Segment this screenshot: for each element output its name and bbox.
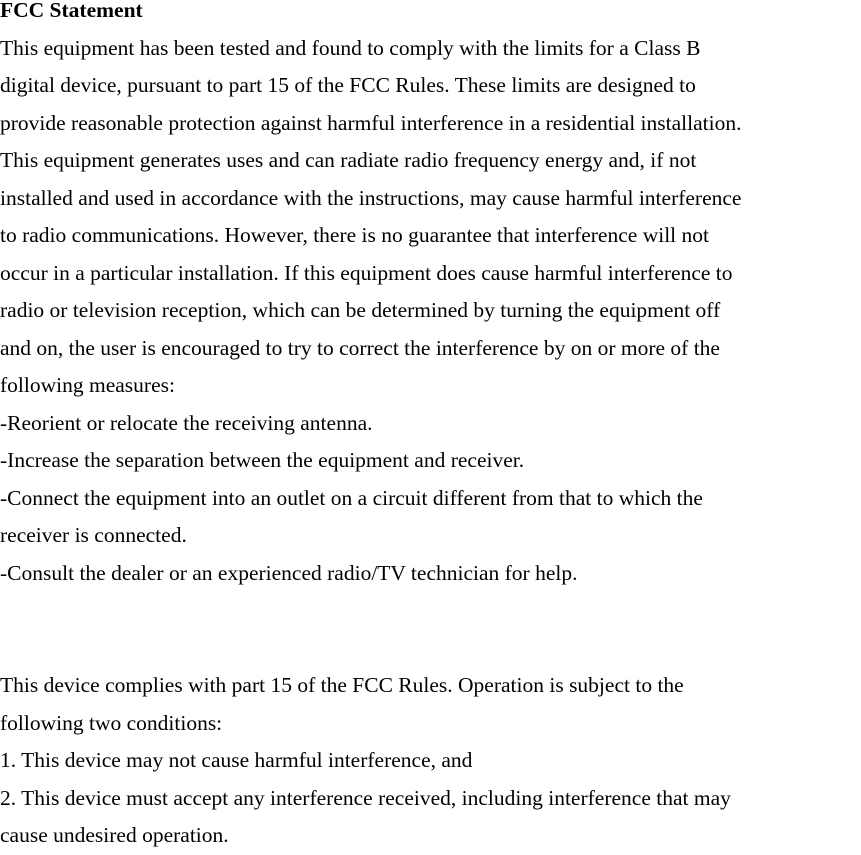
measures-list: [0, 405, 861, 593]
measure-item: -Increase the separation between the equipment and receiver.: [0, 448, 525, 472]
compliance-paragraph: [0, 667, 861, 855]
paragraph-line: This equipment has been tested and found to comply with the limits for a Class B: [0, 35, 701, 60]
measure-item: -Reorient or relocate the receiving antenna.: [0, 410, 373, 435]
paragraph-line: radio or television reception, which can be determined by turning the equipment off: [0, 298, 721, 322]
intro-paragraph: [0, 30, 861, 405]
document-title: FCC Statement: [0, 0, 143, 22]
paragraph-line: installed and used in accordance with the instructions, may cause harmful interference: [0, 185, 742, 210]
paragraph-line: following measures:: [0, 373, 175, 397]
condition-item: 2. This device must accept any interference received, including interference that may: [0, 785, 731, 810]
condition-item: cause undesired operation.: [0, 823, 229, 847]
section-spacer: [0, 592, 861, 667]
paragraph-line: This equipment generates uses and can radiate radio frequency energy and, if not: [0, 148, 697, 172]
paragraph-line: following two conditions:: [0, 710, 223, 735]
paragraph-line: provide reasonable protection against harmful interference in a residential installation.: [0, 110, 742, 135]
measure-item: receiver is connected.: [0, 523, 187, 547]
paragraph-line: This device complies with part 15 of the FCC Rules. Operation is subject to the: [0, 673, 684, 697]
measure-item: -Consult the dealer or an experienced radio/TV technician for help.: [0, 560, 578, 585]
condition-item: 1. This device may not cause harmful interference, and: [0, 748, 473, 772]
paragraph-line: occur in a particular installation. If this equipment does cause harmful interference to: [0, 260, 733, 285]
paragraph-line: to radio communications. However, there is no guarantee that interference will not: [0, 223, 709, 247]
measure-item: -Connect the equipment into an outlet on a circuit different from that to which the: [0, 485, 703, 510]
paragraph-line: digital device, pursuant to part 15 of the FCC Rules. These limits are designed to: [0, 73, 696, 97]
paragraph-line: and on, the user is encouraged to try to correct the interference by on or more of the: [0, 335, 720, 360]
